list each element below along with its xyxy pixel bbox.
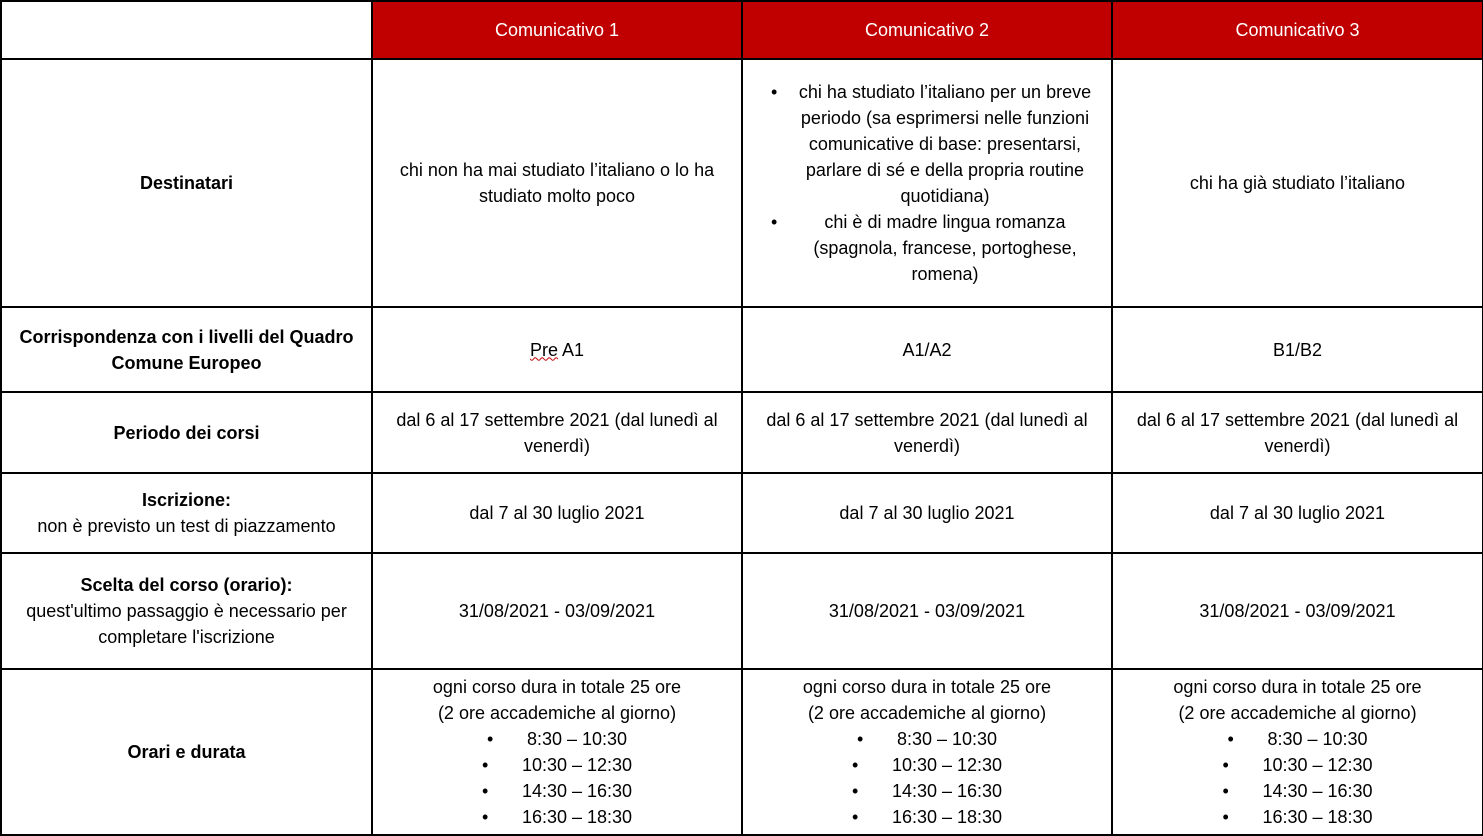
scelta-c1: 31/08/2021 - 03/09/2021 — [372, 553, 742, 669]
row-orari — [1, 669, 1483, 835]
row-livelli — [1, 307, 1483, 392]
orari-c3-times — [1127, 726, 1468, 830]
course-header-1: Comunicativo 1 — [372, 1, 742, 59]
orari-c3: ogni corso dura in totale 25 ore (2 ore accademiche al giorno) • 8:30 – 10:30 • 10:30 – 12:30 • 14:30 – 16:30 • 16:30 – 18:30 — [1112, 669, 1483, 835]
row-iscrizione — [1, 473, 1483, 553]
orari-c2: ogni corso dura in totale 25 ore (2 ore accademiche al giorno) • 8:30 – 10:30 • 10:30 – 12:30 • 14:30 – 16:30 • 16:30 – 18:30 — [742, 669, 1112, 835]
list-item: • 14:30 – 16:30 — [851, 781, 1003, 801]
livelli-c1-pre: Pre — [529, 339, 558, 360]
list-item: • 16:30 – 18:30 — [1222, 807, 1373, 827]
row-label-scelta: Scelta del corso (orario): quest'ultimo passaggio è necessario per completare l'iscrizione — [1, 553, 372, 669]
row-scelta — [1, 553, 1483, 669]
row-label-livelli: Corrispondenza con i livelli del Quadro Comune Europeo — [1, 307, 372, 392]
livelli-c2: A1/A2 — [742, 307, 1112, 392]
orari-c1: ogni corso dura in totale 25 ore (2 ore accademiche al giorno) • 8:30 – 10:30 • 10:30 – 12:30 • 14:30 – 16:30 • 16:30 – 18:30 — [372, 669, 742, 835]
destinatari-c1: chi non ha mai studiato l’italiano o lo ha studiato molto poco — [372, 59, 742, 307]
livelli-c1-level: A1 — [562, 339, 585, 360]
orari-c1-times — [387, 726, 727, 830]
course-header-3: Comunicativo 3 — [1112, 1, 1483, 59]
scelta-c3: 31/08/2021 - 03/09/2021 — [1112, 553, 1483, 669]
list-item: • 8:30 – 10:30 — [856, 729, 998, 749]
header-row — [1, 1, 1483, 59]
course-header-2: Comunicativo 2 — [742, 1, 1112, 59]
row-label-iscrizione: Iscrizione: non è previsto un test di piazzamento — [1, 473, 372, 553]
row-periodo — [1, 392, 1483, 473]
periodo-c1: dal 6 al 17 settembre 2021 (dal lunedì al venerdì) — [372, 392, 742, 473]
livelli-c3: B1/B2 — [1112, 307, 1483, 392]
orari-c2-times — [757, 726, 1097, 830]
row-destinatari — [1, 59, 1483, 307]
row-label-orari: Orari e durata — [1, 669, 372, 835]
scelta-c2: 31/08/2021 - 03/09/2021 — [742, 553, 1112, 669]
row-label-destinatari: Destinatari — [1, 59, 372, 307]
list-item: • 10:30 – 12:30 — [1222, 755, 1373, 775]
list-item: • chi è di madre lingua romanza (spagnola, francese, portoghese, romena) — [757, 209, 1097, 287]
list-item: • 10:30 – 12:30 — [851, 755, 1003, 775]
list-item: • 16:30 – 18:30 — [851, 807, 1003, 827]
list-item: • chi ha studiato l’italiano per un breve periodo (sa esprimersi nelle funzioni comunicative di base: presentarsi, parlare di sé e della propria routine quotidiana) — [757, 79, 1097, 209]
list-item: • 8:30 – 10:30 — [486, 729, 628, 749]
list-item: • 8:30 – 10:30 — [1227, 729, 1368, 749]
destinatari-c3: chi ha già studiato l’italiano — [1112, 59, 1483, 307]
list-item: • 14:30 – 16:30 — [1222, 781, 1373, 801]
list-item: • 16:30 – 18:30 — [481, 807, 633, 827]
iscrizione-c1: dal 7 al 30 luglio 2021 — [372, 473, 742, 553]
destinatari-c2 — [742, 59, 1112, 307]
row-label-periodo: Periodo dei corsi — [1, 392, 372, 473]
list-item: • 14:30 – 16:30 — [481, 781, 633, 801]
periodo-c2: dal 6 al 17 settembre 2021 (dal lunedì al venerdì) — [742, 392, 1112, 473]
destinatari-c2-list — [757, 79, 1097, 287]
iscrizione-c3: dal 7 al 30 luglio 2021 — [1112, 473, 1483, 553]
livelli-c1 — [372, 307, 742, 392]
iscrizione-c2: dal 7 al 30 luglio 2021 — [742, 473, 1112, 553]
corner-cell — [1, 1, 372, 59]
list-item: • 10:30 – 12:30 — [481, 755, 633, 775]
periodo-c3: dal 6 al 17 settembre 2021 (dal lunedì al venerdì) — [1112, 392, 1483, 473]
